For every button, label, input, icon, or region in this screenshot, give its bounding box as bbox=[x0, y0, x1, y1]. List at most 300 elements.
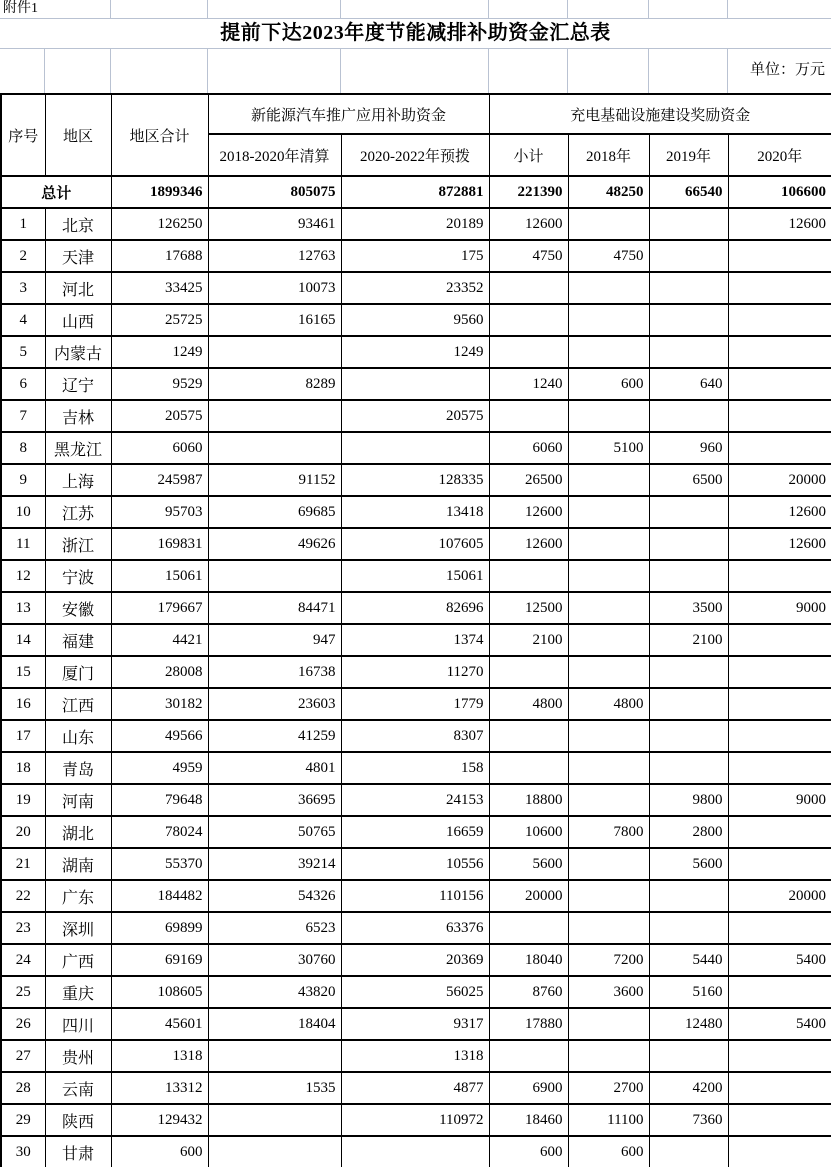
value-cell: 55370 bbox=[111, 848, 208, 880]
value-cell: 1535 bbox=[208, 1072, 341, 1104]
value-cell: 18460 bbox=[489, 1104, 568, 1136]
value-cell: 5600 bbox=[649, 848, 728, 880]
col-header-nev-settlement: 2018-2020年清算 bbox=[208, 134, 341, 176]
table-row bbox=[1, 656, 831, 688]
value-cell: 24153 bbox=[341, 784, 489, 816]
value-cell bbox=[489, 1040, 568, 1072]
gridline bbox=[340, 48, 341, 93]
value-cell bbox=[489, 656, 568, 688]
value-cell bbox=[568, 464, 649, 496]
value-cell: 50765 bbox=[208, 816, 341, 848]
value-cell: 9800 bbox=[649, 784, 728, 816]
region-cell: 辽宁 bbox=[45, 368, 111, 400]
unit-label: 单位：万元 bbox=[749, 62, 825, 78]
total-value-cell: 1899346 bbox=[111, 176, 208, 208]
value-cell: 11100 bbox=[568, 1104, 649, 1136]
value-cell: 12600 bbox=[489, 528, 568, 560]
col-header-region-total: 地区合计 bbox=[111, 94, 208, 176]
value-cell: 9317 bbox=[341, 1008, 489, 1040]
value-cell: 17880 bbox=[489, 1008, 568, 1040]
value-cell: 600 bbox=[111, 1136, 208, 1167]
value-cell: 30760 bbox=[208, 944, 341, 976]
value-cell: 4750 bbox=[489, 240, 568, 272]
value-cell: 12600 bbox=[728, 496, 831, 528]
value-cell: 25725 bbox=[111, 304, 208, 336]
seq-cell: 20 bbox=[1, 816, 45, 848]
region-cell: 湖北 bbox=[45, 816, 111, 848]
region-cell: 内蒙古 bbox=[45, 336, 111, 368]
value-cell bbox=[568, 208, 649, 240]
value-cell bbox=[208, 336, 341, 368]
seq-cell: 10 bbox=[1, 496, 45, 528]
value-cell: 245987 bbox=[111, 464, 208, 496]
value-cell: 12600 bbox=[728, 208, 831, 240]
seq-cell: 7 bbox=[1, 400, 45, 432]
value-cell bbox=[649, 560, 728, 592]
value-cell: 45601 bbox=[111, 1008, 208, 1040]
total-value-cell: 805075 bbox=[208, 176, 341, 208]
col-header-charging-2018: 2018年 bbox=[568, 134, 649, 176]
value-cell bbox=[341, 368, 489, 400]
value-cell: 10600 bbox=[489, 816, 568, 848]
gridline bbox=[567, 48, 568, 93]
col-header-charging-2020: 2020年 bbox=[728, 134, 831, 176]
region-cell: 深圳 bbox=[45, 912, 111, 944]
value-cell: 2800 bbox=[649, 816, 728, 848]
value-cell: 7360 bbox=[649, 1104, 728, 1136]
summary-table bbox=[0, 93, 831, 1167]
value-cell: 8307 bbox=[341, 720, 489, 752]
value-cell bbox=[728, 720, 831, 752]
seq-cell: 1 bbox=[1, 208, 45, 240]
value-cell: 6900 bbox=[489, 1072, 568, 1104]
table-body bbox=[1, 176, 831, 1167]
region-cell: 河南 bbox=[45, 784, 111, 816]
value-cell: 7800 bbox=[568, 816, 649, 848]
gridline bbox=[648, 0, 649, 18]
table-row bbox=[1, 240, 831, 272]
table-row bbox=[1, 688, 831, 720]
value-cell: 107605 bbox=[341, 528, 489, 560]
value-cell: 600 bbox=[489, 1136, 568, 1167]
value-cell: 69685 bbox=[208, 496, 341, 528]
value-cell: 39214 bbox=[208, 848, 341, 880]
value-cell bbox=[208, 400, 341, 432]
value-cell bbox=[489, 912, 568, 944]
value-cell bbox=[728, 1136, 831, 1167]
region-cell: 甘肃 bbox=[45, 1136, 111, 1167]
value-cell: 93461 bbox=[208, 208, 341, 240]
value-cell bbox=[568, 304, 649, 336]
value-cell: 110156 bbox=[341, 880, 489, 912]
value-cell: 5400 bbox=[728, 944, 831, 976]
value-cell: 5160 bbox=[649, 976, 728, 1008]
value-cell bbox=[649, 528, 728, 560]
gridline bbox=[110, 48, 111, 93]
seq-cell: 30 bbox=[1, 1136, 45, 1167]
page-title: 提前下达2023年度节能减排补助资金汇总表 bbox=[220, 22, 611, 44]
value-cell: 23603 bbox=[208, 688, 341, 720]
region-cell: 广东 bbox=[45, 880, 111, 912]
value-cell: 640 bbox=[649, 368, 728, 400]
value-cell bbox=[728, 656, 831, 688]
table-row bbox=[1, 464, 831, 496]
value-cell: 1240 bbox=[489, 368, 568, 400]
value-cell: 18040 bbox=[489, 944, 568, 976]
value-cell bbox=[728, 752, 831, 784]
value-cell: 16738 bbox=[208, 656, 341, 688]
total-label: 总计 bbox=[1, 176, 111, 208]
table-row bbox=[1, 336, 831, 368]
value-cell: 175 bbox=[341, 240, 489, 272]
value-cell bbox=[489, 752, 568, 784]
table-row bbox=[1, 912, 831, 944]
seq-cell: 17 bbox=[1, 720, 45, 752]
value-cell: 4200 bbox=[649, 1072, 728, 1104]
value-cell: 2100 bbox=[489, 624, 568, 656]
value-cell bbox=[568, 1008, 649, 1040]
value-cell: 16165 bbox=[208, 304, 341, 336]
value-cell: 20575 bbox=[341, 400, 489, 432]
value-cell: 12600 bbox=[728, 528, 831, 560]
region-cell: 青岛 bbox=[45, 752, 111, 784]
value-cell: 30182 bbox=[111, 688, 208, 720]
table-row bbox=[1, 752, 831, 784]
value-cell: 126250 bbox=[111, 208, 208, 240]
table-row bbox=[1, 1040, 831, 1072]
seq-cell: 2 bbox=[1, 240, 45, 272]
value-cell bbox=[208, 560, 341, 592]
value-cell: 54326 bbox=[208, 880, 341, 912]
value-cell: 17688 bbox=[111, 240, 208, 272]
col-group-nev: 新能源汽车推广应用补助资金 bbox=[208, 94, 489, 134]
value-cell bbox=[568, 336, 649, 368]
region-cell: 重庆 bbox=[45, 976, 111, 1008]
seq-cell: 26 bbox=[1, 1008, 45, 1040]
value-cell bbox=[568, 784, 649, 816]
value-cell bbox=[728, 912, 831, 944]
value-cell bbox=[649, 720, 728, 752]
value-cell: 84471 bbox=[208, 592, 341, 624]
value-cell: 36695 bbox=[208, 784, 341, 816]
region-cell: 北京 bbox=[45, 208, 111, 240]
value-cell bbox=[728, 624, 831, 656]
value-cell bbox=[489, 560, 568, 592]
value-cell: 5400 bbox=[728, 1008, 831, 1040]
value-cell: 13418 bbox=[341, 496, 489, 528]
seq-cell: 21 bbox=[1, 848, 45, 880]
value-cell: 33425 bbox=[111, 272, 208, 304]
region-cell: 上海 bbox=[45, 464, 111, 496]
value-cell bbox=[568, 752, 649, 784]
value-cell: 18404 bbox=[208, 1008, 341, 1040]
gridline bbox=[207, 48, 208, 93]
value-cell: 69899 bbox=[111, 912, 208, 944]
region-cell: 江苏 bbox=[45, 496, 111, 528]
value-cell: 79648 bbox=[111, 784, 208, 816]
gridline bbox=[567, 0, 568, 18]
value-cell bbox=[568, 560, 649, 592]
value-cell: 5600 bbox=[489, 848, 568, 880]
table-row bbox=[1, 1072, 831, 1104]
value-cell bbox=[568, 400, 649, 432]
value-cell bbox=[489, 336, 568, 368]
value-cell bbox=[728, 304, 831, 336]
table-row bbox=[1, 848, 831, 880]
value-cell bbox=[728, 1104, 831, 1136]
value-cell bbox=[649, 272, 728, 304]
value-cell: 960 bbox=[649, 432, 728, 464]
table-row bbox=[1, 816, 831, 848]
value-cell: 95703 bbox=[111, 496, 208, 528]
value-cell: 9560 bbox=[341, 304, 489, 336]
value-cell: 2700 bbox=[568, 1072, 649, 1104]
table-row bbox=[1, 720, 831, 752]
region-cell: 宁波 bbox=[45, 560, 111, 592]
seq-cell: 16 bbox=[1, 688, 45, 720]
value-cell: 600 bbox=[568, 1136, 649, 1167]
value-cell: 9000 bbox=[728, 784, 831, 816]
gridline bbox=[488, 48, 489, 93]
value-cell: 4800 bbox=[568, 688, 649, 720]
value-cell: 4800 bbox=[489, 688, 568, 720]
value-cell: 43820 bbox=[208, 976, 341, 1008]
value-cell: 3500 bbox=[649, 592, 728, 624]
region-cell: 云南 bbox=[45, 1072, 111, 1104]
value-cell: 10073 bbox=[208, 272, 341, 304]
seq-cell: 29 bbox=[1, 1104, 45, 1136]
region-cell: 天津 bbox=[45, 240, 111, 272]
value-cell bbox=[489, 720, 568, 752]
total-row bbox=[1, 176, 831, 208]
region-cell: 黑龙江 bbox=[45, 432, 111, 464]
value-cell: 108605 bbox=[111, 976, 208, 1008]
value-cell: 6060 bbox=[111, 432, 208, 464]
value-cell bbox=[568, 912, 649, 944]
value-cell bbox=[728, 1072, 831, 1104]
value-cell: 56025 bbox=[341, 976, 489, 1008]
gridline bbox=[648, 48, 649, 93]
table-row bbox=[1, 592, 831, 624]
value-cell: 9000 bbox=[728, 592, 831, 624]
col-header-region: 地区 bbox=[45, 94, 111, 176]
value-cell: 49566 bbox=[111, 720, 208, 752]
value-cell bbox=[568, 1040, 649, 1072]
seq-cell: 24 bbox=[1, 944, 45, 976]
gridline bbox=[0, 48, 831, 49]
value-cell: 10556 bbox=[341, 848, 489, 880]
value-cell bbox=[568, 848, 649, 880]
attachment-label: 附件1 bbox=[3, 1, 38, 16]
table-row bbox=[1, 944, 831, 976]
value-cell bbox=[728, 272, 831, 304]
col-header-nev-prepay: 2020-2022年预拨 bbox=[341, 134, 489, 176]
seq-cell: 28 bbox=[1, 1072, 45, 1104]
value-cell bbox=[728, 560, 831, 592]
value-cell: 12600 bbox=[489, 496, 568, 528]
seq-cell: 6 bbox=[1, 368, 45, 400]
seq-cell: 15 bbox=[1, 656, 45, 688]
value-cell: 18800 bbox=[489, 784, 568, 816]
value-cell bbox=[728, 432, 831, 464]
gridline bbox=[727, 0, 728, 18]
region-cell: 安徽 bbox=[45, 592, 111, 624]
value-cell: 6500 bbox=[649, 464, 728, 496]
value-cell: 8289 bbox=[208, 368, 341, 400]
table-row bbox=[1, 304, 831, 336]
table-row bbox=[1, 1104, 831, 1136]
value-cell bbox=[208, 1104, 341, 1136]
table-row bbox=[1, 1136, 831, 1167]
value-cell: 129432 bbox=[111, 1104, 208, 1136]
value-cell: 4959 bbox=[111, 752, 208, 784]
value-cell: 3600 bbox=[568, 976, 649, 1008]
value-cell bbox=[728, 688, 831, 720]
value-cell bbox=[568, 656, 649, 688]
seq-cell: 4 bbox=[1, 304, 45, 336]
total-value-cell: 872881 bbox=[341, 176, 489, 208]
value-cell: 4421 bbox=[111, 624, 208, 656]
value-cell bbox=[341, 432, 489, 464]
value-cell: 20000 bbox=[728, 880, 831, 912]
value-cell bbox=[649, 336, 728, 368]
value-cell: 4801 bbox=[208, 752, 341, 784]
value-cell: 1249 bbox=[341, 336, 489, 368]
value-cell: 1779 bbox=[341, 688, 489, 720]
value-cell bbox=[728, 848, 831, 880]
value-cell bbox=[728, 336, 831, 368]
value-cell: 12480 bbox=[649, 1008, 728, 1040]
seq-cell: 18 bbox=[1, 752, 45, 784]
value-cell: 78024 bbox=[111, 816, 208, 848]
seq-cell: 22 bbox=[1, 880, 45, 912]
region-cell: 广西 bbox=[45, 944, 111, 976]
seq-cell: 19 bbox=[1, 784, 45, 816]
value-cell: 26500 bbox=[489, 464, 568, 496]
value-cell bbox=[568, 624, 649, 656]
seq-cell: 8 bbox=[1, 432, 45, 464]
value-cell: 12600 bbox=[489, 208, 568, 240]
value-cell: 6523 bbox=[208, 912, 341, 944]
region-cell: 山东 bbox=[45, 720, 111, 752]
value-cell bbox=[568, 496, 649, 528]
value-cell: 13312 bbox=[111, 1072, 208, 1104]
value-cell: 49626 bbox=[208, 528, 341, 560]
value-cell: 1374 bbox=[341, 624, 489, 656]
value-cell: 169831 bbox=[111, 528, 208, 560]
region-cell: 贵州 bbox=[45, 1040, 111, 1072]
value-cell: 11270 bbox=[341, 656, 489, 688]
seq-cell: 12 bbox=[1, 560, 45, 592]
value-cell bbox=[649, 1040, 728, 1072]
gridline bbox=[488, 0, 489, 18]
value-cell: 23352 bbox=[341, 272, 489, 304]
seq-cell: 11 bbox=[1, 528, 45, 560]
total-value-cell: 106600 bbox=[728, 176, 831, 208]
seq-cell: 27 bbox=[1, 1040, 45, 1072]
table-row bbox=[1, 1008, 831, 1040]
col-header-charging-subtotal: 小计 bbox=[489, 134, 568, 176]
value-cell bbox=[568, 720, 649, 752]
seq-cell: 5 bbox=[1, 336, 45, 368]
gridline bbox=[110, 0, 111, 18]
table-row bbox=[1, 496, 831, 528]
seq-cell: 14 bbox=[1, 624, 45, 656]
value-cell: 12763 bbox=[208, 240, 341, 272]
value-cell bbox=[649, 688, 728, 720]
value-cell bbox=[649, 656, 728, 688]
gridline bbox=[207, 0, 208, 18]
total-value-cell: 66540 bbox=[649, 176, 728, 208]
region-cell: 四川 bbox=[45, 1008, 111, 1040]
table-row bbox=[1, 400, 831, 432]
value-cell: 5100 bbox=[568, 432, 649, 464]
gridline bbox=[340, 0, 341, 18]
value-cell: 69169 bbox=[111, 944, 208, 976]
seq-cell: 13 bbox=[1, 592, 45, 624]
value-cell bbox=[208, 1136, 341, 1167]
seq-cell: 23 bbox=[1, 912, 45, 944]
value-cell: 110972 bbox=[341, 1104, 489, 1136]
value-cell: 41259 bbox=[208, 720, 341, 752]
region-cell: 福建 bbox=[45, 624, 111, 656]
value-cell bbox=[728, 400, 831, 432]
value-cell: 20000 bbox=[489, 880, 568, 912]
region-cell: 河北 bbox=[45, 272, 111, 304]
value-cell: 8760 bbox=[489, 976, 568, 1008]
value-cell bbox=[649, 912, 728, 944]
region-cell: 浙江 bbox=[45, 528, 111, 560]
value-cell bbox=[489, 272, 568, 304]
value-cell: 1318 bbox=[341, 1040, 489, 1072]
value-cell bbox=[728, 368, 831, 400]
total-value-cell: 48250 bbox=[568, 176, 649, 208]
region-cell: 陕西 bbox=[45, 1104, 111, 1136]
seq-cell: 3 bbox=[1, 272, 45, 304]
region-cell: 江西 bbox=[45, 688, 111, 720]
table-row bbox=[1, 432, 831, 464]
value-cell: 4877 bbox=[341, 1072, 489, 1104]
table-row bbox=[1, 976, 831, 1008]
value-cell: 7200 bbox=[568, 944, 649, 976]
value-cell bbox=[649, 752, 728, 784]
value-cell bbox=[649, 880, 728, 912]
value-cell: 15061 bbox=[111, 560, 208, 592]
value-cell: 63376 bbox=[341, 912, 489, 944]
value-cell: 2100 bbox=[649, 624, 728, 656]
value-cell bbox=[489, 304, 568, 336]
value-cell bbox=[728, 1040, 831, 1072]
total-value-cell: 221390 bbox=[489, 176, 568, 208]
value-cell bbox=[568, 528, 649, 560]
table-row bbox=[1, 272, 831, 304]
value-cell bbox=[341, 1136, 489, 1167]
value-cell: 947 bbox=[208, 624, 341, 656]
value-cell: 20189 bbox=[341, 208, 489, 240]
table-row bbox=[1, 880, 831, 912]
col-header-charging-2019: 2019年 bbox=[649, 134, 728, 176]
value-cell bbox=[489, 400, 568, 432]
value-cell: 4750 bbox=[568, 240, 649, 272]
table-row bbox=[1, 784, 831, 816]
value-cell bbox=[728, 240, 831, 272]
value-cell bbox=[649, 208, 728, 240]
region-cell: 厦门 bbox=[45, 656, 111, 688]
value-cell: 20000 bbox=[728, 464, 831, 496]
value-cell: 184482 bbox=[111, 880, 208, 912]
value-cell: 6060 bbox=[489, 432, 568, 464]
value-cell: 91152 bbox=[208, 464, 341, 496]
